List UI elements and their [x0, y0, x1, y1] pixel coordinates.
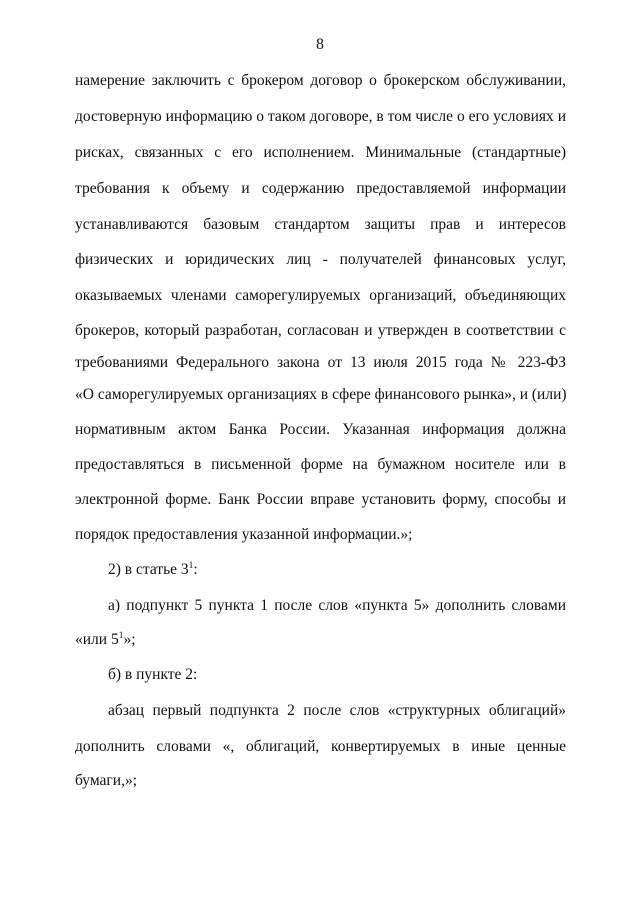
- page-number: 8: [316, 36, 324, 53]
- text-line: физических и юридических лиц - получателей финансовых услуг,: [75, 251, 566, 268]
- list-item-text: 2) в статье 3: [108, 561, 189, 578]
- text-line: порядок предоставления указанной информации.»;: [75, 526, 413, 543]
- list-item-text: :: [193, 561, 198, 578]
- text-line: бумаги,»;: [75, 772, 138, 789]
- text-span: «или 5: [75, 631, 119, 648]
- text-line: электронной форме. Банк России вправе установить форму, способы и: [75, 491, 566, 508]
- text-line: абзац первый подпункта 2 после слов «структурных облигаций»: [108, 702, 566, 719]
- superscript: 1: [188, 560, 194, 571]
- list-item-2b: б) в пункте 2:: [108, 666, 198, 683]
- text-line: нормативным актом Банка России. Указанная информация должна: [75, 421, 566, 438]
- text-line: предоставляться в письменной форме на бумажном носителе или в: [75, 456, 566, 473]
- text-line: а) подпункт 5 пункта 1 после слов «пункта 5» дополнить словами: [108, 597, 566, 614]
- text-line: «О саморегулируемых организациях в сфере финансового рынка», и (или): [75, 386, 567, 403]
- text-line: достоверную информацию о таком договоре, в том числе о его условиях и: [75, 108, 566, 125]
- text-line: устанавливаются базовым стандартом защиты прав и интересов: [75, 216, 566, 233]
- text-line: дополнить словами «, облигаций, конвертируемых в иные ценные: [75, 738, 566, 755]
- text-line: намерение заключить с брокером договор о брокерском обслуживании,: [75, 72, 566, 89]
- text-line: брокеров, который разработан, согласован и утвержден в соответствии с: [75, 322, 566, 339]
- text-line: оказываемых членами саморегулируемых организаций, объединяющих: [75, 287, 566, 304]
- text-line: требования к объему и содержанию предоставляемой информации: [75, 180, 566, 197]
- text-line: рисках, связанных с его исполнением. Минимальные (стандартные): [75, 144, 566, 161]
- superscript: 1: [118, 630, 124, 641]
- text-span: »;: [123, 631, 136, 648]
- list-item-2: [108, 560, 640, 580]
- text-line: требованиями Федерального закона от 13 июля 2015 года № 223-ФЗ: [75, 354, 566, 371]
- text-line: [75, 630, 640, 650]
